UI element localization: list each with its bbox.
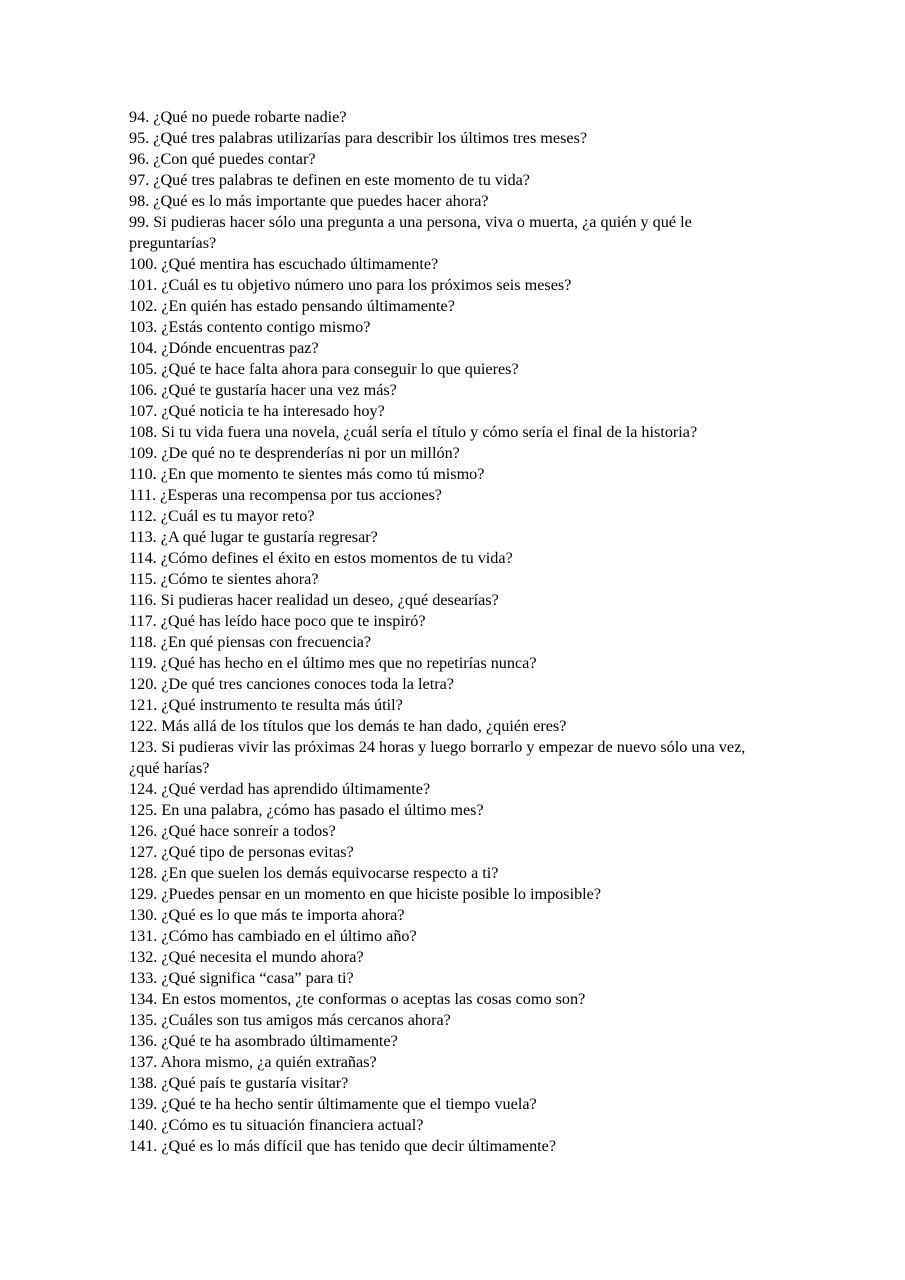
question-item: 116. Si pudieras hacer realidad un deseo, ¿qué desearías? <box>129 591 499 609</box>
question-item: 131. ¿Cómo has cambiado en el último año? <box>129 927 417 945</box>
question-item: 107. ¿Qué noticia te ha interesado hoy? <box>129 402 385 420</box>
question-item: 106. ¿Qué te gustaría hacer una vez más? <box>129 381 397 399</box>
question-item: 102. ¿En quién has estado pensando últimamente? <box>129 297 455 315</box>
question-item: 115. ¿Cómo te sientes ahora? <box>129 570 319 588</box>
question-item: 99. Si pudieras hacer sólo una pregunta a una persona, viva o muerta, ¿a quién y qué le preguntarías? <box>129 213 692 252</box>
question-item: 98. ¿Qué es lo más importante que puedes hacer ahora? <box>129 192 489 210</box>
question-item: 113. ¿A qué lugar te gustaría regresar? <box>129 528 378 546</box>
question-item: 112. ¿Cuál es tu mayor reto? <box>129 507 315 525</box>
question-item: 124. ¿Qué verdad has aprendido últimamente? <box>129 780 431 798</box>
question-item: 121. ¿Qué instrumento te resulta más útil? <box>129 696 403 714</box>
question-item: 137. Ahora mismo, ¿a quién extrañas? <box>129 1053 377 1071</box>
question-item: 136. ¿Qué te ha asombrado últimamente? <box>129 1032 398 1050</box>
question-item: 125. En una palabra, ¿cómo has pasado el último mes? <box>129 801 484 819</box>
question-item: 95. ¿Qué tres palabras utilizarías para describir los últimos tres meses? <box>129 129 588 147</box>
question-item: 135. ¿Cuáles son tus amigos más cercanos ahora? <box>129 1011 451 1029</box>
question-item: 140. ¿Cómo es tu situación financiera actual? <box>129 1116 424 1134</box>
question-item: 97. ¿Qué tres palabras te definen en este momento de tu vida? <box>129 171 530 189</box>
question-item: 133. ¿Qué significa “casa” para ti? <box>129 969 354 987</box>
question-item: 119. ¿Qué has hecho en el último mes que no repetirías nunca? <box>129 654 537 672</box>
question-item: 120. ¿De qué tres canciones conoces toda la letra? <box>129 675 454 693</box>
question-item: 122. Más allá de los títulos que los demás te han dado, ¿quién eres? <box>129 717 567 735</box>
question-item: 105. ¿Qué te hace falta ahora para conseguir lo que quieres? <box>129 360 519 378</box>
question-item: 103. ¿Estás contento contigo mismo? <box>129 318 371 336</box>
question-item: 118. ¿En qué piensas con frecuencia? <box>129 633 372 651</box>
question-item: 132. ¿Qué necesita el mundo ahora? <box>129 948 364 966</box>
question-item: 111. ¿Esperas una recompensa por tus acciones? <box>129 486 442 504</box>
question-item: 117. ¿Qué has leído hace poco que te inspiró? <box>129 612 426 630</box>
question-item: 123. Si pudieras vivir las próximas 24 horas y luego borrarlo y empezar de nuevo sólo una vez, ¿qué harías? <box>129 738 746 777</box>
question-item: 109. ¿De qué no te desprenderías ni por un millón? <box>129 444 460 462</box>
question-item: 96. ¿Con qué puedes contar? <box>129 150 316 168</box>
question-item: 134. En estos momentos, ¿te conformas o aceptas las cosas como son? <box>129 990 586 1008</box>
question-item: 114. ¿Cómo defines el éxito en estos momentos de tu vida? <box>129 549 513 567</box>
question-item: 126. ¿Qué hace sonreír a todos? <box>129 822 336 840</box>
question-item: 100. ¿Qué mentira has escuchado últimamente? <box>129 255 439 273</box>
question-item: 141. ¿Qué es lo más difícil que has tenido que decir últimamente? <box>129 1137 557 1155</box>
question-item: 104. ¿Dónde encuentras paz? <box>129 339 319 357</box>
question-item: 108. Si tu vida fuera una novela, ¿cuál sería el título y cómo sería el final de la historia? <box>129 423 698 441</box>
question-item: 110. ¿En que momento te sientes más como tú mismo? <box>129 465 485 483</box>
question-item: 129. ¿Puedes pensar en un momento en que hiciste posible lo imposible? <box>129 885 602 903</box>
question-item: 138. ¿Qué país te gustaría visitar? <box>129 1074 349 1092</box>
question-item: 127. ¿Qué tipo de personas evitas? <box>129 843 354 861</box>
question-item: 128. ¿En que suelen los demás equivocarse respecto a ti? <box>129 864 499 882</box>
question-item: 139. ¿Qué te ha hecho sentir últimamente que el tiempo vuela? <box>129 1095 537 1113</box>
question-item: 94. ¿Qué no puede robarte nadie? <box>129 108 347 126</box>
question-list <box>129 107 779 1157</box>
question-item: 130. ¿Qué es lo que más te importa ahora? <box>129 906 405 924</box>
question-item: 101. ¿Cuál es tu objetivo número uno para los próximos seis meses? <box>129 276 572 294</box>
